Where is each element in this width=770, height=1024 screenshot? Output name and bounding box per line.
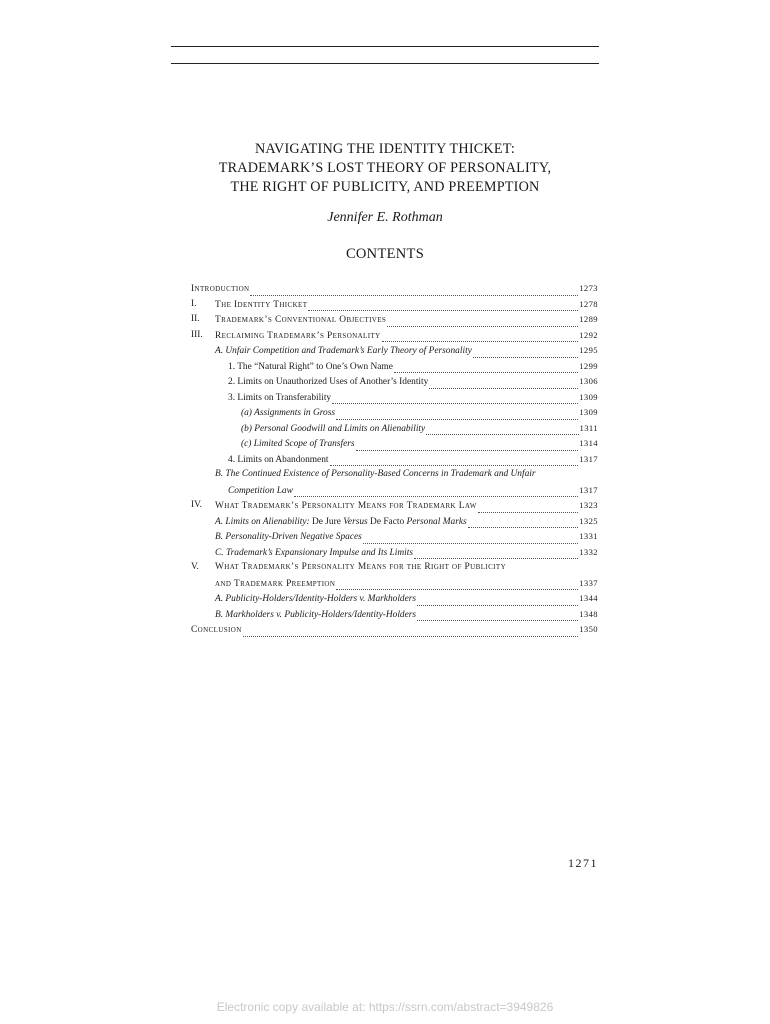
toc-entry-label: Trademark’s Conventional Objectives (215, 315, 387, 325)
toc-entry-iii-a[interactable] (191, 345, 598, 361)
toc-entry-label: B. Markholders v. Publicity-Holders/Identity-Holders (215, 609, 417, 620)
toc-entry-page: 1348 (579, 608, 598, 619)
toc-entry-page: 1325 (579, 515, 598, 526)
toc-entry-page: 1306 (579, 376, 598, 386)
toc-entry-page: 1317 (579, 453, 598, 464)
toc-entry-label: A. Unfair Competition and Trademark’s Early Theory of Personality (215, 346, 472, 356)
toc-leader-dots (394, 365, 578, 373)
toc-entry-page: 1289 (579, 314, 598, 324)
toc-leader-dots (243, 629, 579, 637)
toc-entry-page: 1323 (579, 500, 598, 510)
toc-entry-label: Reclaiming Trademark’s Personality (215, 330, 381, 341)
toc-entry-label: 3. Limits on Transferability (228, 392, 332, 403)
toc-entry-page: 1309 (579, 391, 598, 402)
toc-entry-page: 1292 (579, 329, 598, 340)
toc-entry-part-v[interactable] (191, 562, 598, 578)
title-line: NAVIGATING THE IDENTITY THICKET: (254, 141, 516, 157)
toc-entry-label: Conclusion (191, 625, 242, 635)
toc-leader-dots (332, 396, 578, 404)
toc-label-part: De Facto (370, 516, 405, 527)
toc-entry-page: 1331 (579, 531, 598, 541)
toc-leader-dots (417, 613, 578, 621)
toc-leader-dots (468, 520, 579, 528)
toc-entry-page: 1278 (579, 298, 598, 309)
toc-entry-label: and Trademark Preemption (215, 578, 336, 589)
page-number: 1271 (568, 856, 598, 870)
toc-entry-iv-b[interactable] (191, 531, 598, 547)
toc-entry-label: What Trademark’s Personality Means for Trademark Law (215, 501, 477, 511)
toc-entry-number: II. (191, 314, 200, 324)
toc-entry-label: C. Trademark’s Expansionary Impulse and Its Limits (215, 547, 414, 558)
article-title (171, 140, 599, 197)
toc-entry-label: The Identity Thicket (215, 299, 308, 310)
toc-entry-label: A. Publicity-Holders/Identity-Holders v. Markholders (215, 594, 417, 604)
toc-entry-iii-b-cont[interactable] (191, 485, 598, 501)
toc-entry-page: 1295 (579, 345, 598, 355)
toc-entry-page: 1314 (579, 438, 598, 448)
toc-entry-iii-b[interactable] (191, 469, 598, 485)
header-rule-bottom (171, 63, 599, 64)
toc-entry-part-iv[interactable] (191, 500, 598, 516)
toc-leader-dots (336, 582, 578, 590)
toc-entry-part-iii[interactable] (191, 330, 598, 346)
title-line: THE RIGHT OF PUBLICITY, AND PREEMPTION (230, 179, 540, 195)
toc-entry-v-a[interactable] (191, 593, 598, 609)
author-name: Jennifer E. Rothman (327, 210, 443, 225)
ssrn-footer: Electronic copy available at: https://ssrn.com/abstract=3949826 (216, 1000, 554, 1014)
toc-entry-number: I. (191, 298, 197, 309)
toc-label-part: Personal Marks (404, 516, 467, 527)
toc-entry-label: Competition Law (228, 485, 293, 496)
toc-label-part: Versus (340, 516, 371, 527)
toc-leader-dots (294, 489, 578, 497)
toc-entry-label: (c) Limited Scope of Transfers (241, 439, 355, 449)
toc-entry-number: III. (191, 329, 203, 340)
toc-entry-v-b[interactable] (191, 609, 598, 625)
toc-entry-number: IV. (191, 500, 203, 510)
toc-entry-number: V. (191, 562, 199, 572)
toc-entry-label (215, 517, 467, 527)
toc-entry-page: 1273 (579, 283, 598, 293)
toc-entry-label: (a) Assignments in Gross (241, 408, 336, 418)
toc-entry-part-ii[interactable] (191, 314, 598, 330)
toc-entry-page: 1332 (579, 546, 598, 557)
toc-leader-dots (363, 536, 578, 544)
toc-entry-label: Introduction (191, 284, 250, 294)
toc-entry-iv-a[interactable] (191, 516, 598, 532)
toc-entry-iii-a-3-c[interactable] (191, 438, 598, 454)
toc-leader-dots (417, 598, 578, 606)
toc-entry-introduction[interactable] (191, 283, 598, 299)
toc-entry-iii-a-2[interactable] (191, 376, 598, 392)
toc-entry-label: B. Personality-Driven Negative Spaces (215, 532, 362, 542)
toc-entry-conclusion[interactable] (191, 624, 598, 640)
toc-entry-page: 1311 (579, 422, 598, 433)
toc-leader-dots (336, 412, 578, 420)
toc-entry-page: 1309 (579, 407, 598, 417)
toc-entry-label: 2. Limits on Unauthorized Uses of Another’s Identity (228, 377, 429, 387)
toc-leader-dots (473, 350, 578, 358)
toc-entry-label: (b) Personal Goodwill and Limits on Alienability (241, 423, 426, 434)
toc-entry-part-i[interactable] (191, 299, 598, 315)
toc-entry-part-v-cont[interactable] (191, 578, 598, 594)
toc-entry-iii-a-1[interactable] (191, 361, 598, 377)
toc-leader-dots (387, 319, 578, 327)
toc-entry-iii-a-3[interactable] (191, 392, 598, 408)
toc-leader-dots (414, 551, 578, 559)
toc-leader-dots (426, 427, 578, 435)
toc-entry-label: 4. Limits on Abandonment (228, 454, 329, 465)
toc-entry-iii-a-3-b[interactable] (191, 423, 598, 439)
toc-entry-page: 1299 (579, 360, 598, 371)
toc-leader-dots (330, 458, 579, 466)
toc-label-part: A. Limits on Alienability: (215, 516, 312, 527)
toc-leader-dots (478, 505, 578, 513)
toc-entry-page: 1350 (579, 624, 598, 634)
toc-label-part: De Jure (311, 516, 341, 527)
toc-entry-page: 1344 (579, 593, 598, 603)
toc-leader-dots (308, 303, 578, 311)
toc-entry-iii-a-4[interactable] (191, 454, 598, 470)
toc-entry-page: 1337 (579, 577, 598, 588)
toc-leader-dots (429, 381, 578, 389)
toc-leader-dots (250, 288, 578, 296)
title-line: TRADEMARK’S LOST THEORY OF PERSONALITY, (218, 160, 552, 176)
table-of-contents (191, 283, 598, 640)
toc-leader-dots (382, 334, 579, 342)
toc-entry-label: What Trademark’s Personality Means for the Right of Publicity (215, 562, 507, 572)
contents-heading: CONTENTS (345, 246, 425, 262)
toc-entry-label: B. The Continued Existence of Personality-Based Concerns in Trademark and Unfair (215, 469, 536, 479)
toc-entry-page: 1317 (579, 484, 598, 495)
toc-entry-iv-c[interactable] (191, 547, 598, 563)
toc-entry-label: 1. The “Natural Right” to One’s Own Name (228, 361, 393, 372)
header-rule-top (171, 46, 599, 47)
toc-entry-iii-a-3-a[interactable] (191, 407, 598, 423)
toc-leader-dots (356, 443, 579, 451)
